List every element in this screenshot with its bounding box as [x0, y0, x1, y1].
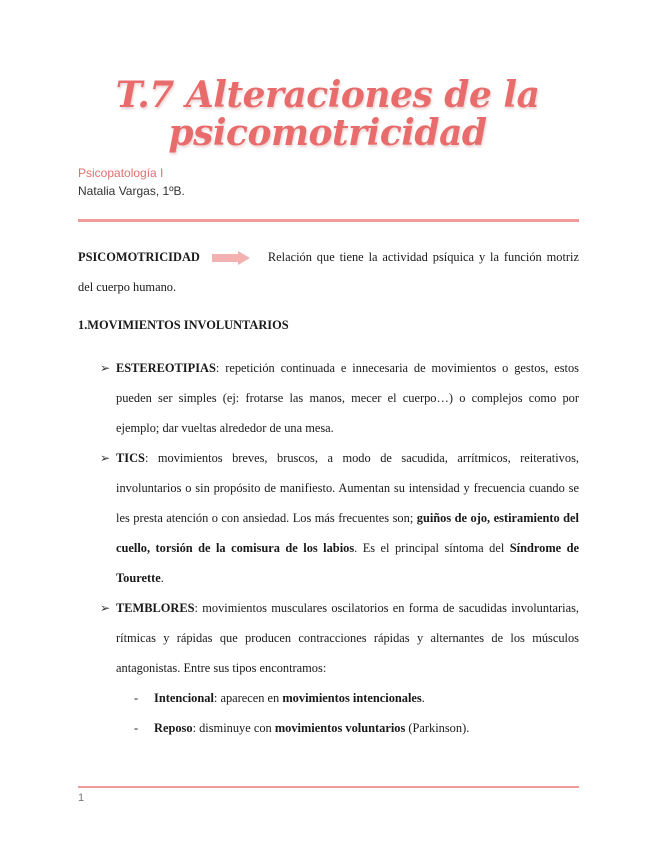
definition-line-2: del cuerpo humano. — [78, 280, 177, 294]
item-text: : repetición continuada e innecesaria de movimientos o gestos, estos pueden ser simples (ej: frotarse las manos, mecer el cuerpo…) o complejos como por ejemplo; dar vueltas alrededor de una mesa. — [116, 361, 579, 435]
item-text: : movimientos musculares oscilatorios en forma de sacudidas involuntarias, rítmicas y rápidas que producen contracciones rápidas y alternantes de los músculos antagonistas. Entre sus tipos encontramos: — [116, 601, 579, 675]
item-lead: TEMBLORES — [116, 601, 195, 615]
author-label: Natalia Vargas, 1ºB. — [78, 184, 185, 198]
sub-item-text: : aparecen en — [213, 691, 283, 705]
sub-item-emphasis: movimientos intencionales — [282, 691, 422, 705]
right-arrow-icon — [212, 251, 250, 265]
sub-item-intencional — [78, 683, 579, 713]
title-line-1: T.7 Alteraciones de la — [115, 74, 540, 116]
definition-block — [78, 242, 579, 302]
dash-bullet: - — [134, 691, 139, 705]
item-lead: TICS — [116, 451, 145, 465]
title-line-2: psicomotricidad — [168, 112, 487, 154]
item-emphasis: Síndrome de Tourette — [116, 541, 579, 585]
sub-item-lead: Intencional — [154, 691, 214, 705]
arrowhead-bullet-icon: ➢ — [100, 451, 111, 465]
item-emphasis: guiños de ojo, estiramiento del cuello, torsión de la comisura de los labios — [116, 511, 579, 555]
subject-label: Psicopatología I — [78, 166, 164, 180]
document-title — [0, 76, 655, 152]
definition-text-1: Relación que tiene la actividad psíquica y la función motriz — [267, 250, 579, 264]
sub-item-lead: Reposo — [154, 721, 193, 735]
sub-item-text: : disminuye con — [192, 721, 275, 735]
item-lead: ESTEREOTIPIAS — [116, 361, 216, 375]
header-divider — [78, 219, 579, 222]
definition-line-1 — [78, 242, 579, 272]
page-number: 1 — [78, 792, 85, 804]
list-item-temblores — [78, 593, 579, 683]
sub-item-emphasis: movimientos voluntarios — [274, 721, 406, 735]
item-text: . — [160, 571, 164, 585]
sub-item-reposo — [78, 713, 579, 743]
sub-item-text: (Parkinson). — [405, 721, 470, 735]
definition-term: PSICOMOTRICIDAD — [78, 250, 200, 264]
item-text: : movimientos breves, bruscos, a modo de sacudida, arrítmicos, reiterativos, involuntarios o sin propósito de manifiesto. Aumentan su intensidad y frecuencia cuando se les presta atención o con ansiedad. Los más frecuentes son; — [116, 451, 579, 525]
sub-item-text: . — [421, 691, 425, 705]
bullet-list — [78, 353, 579, 743]
item-text: . Es el principal síntoma del — [354, 541, 510, 555]
footer-divider — [78, 786, 579, 788]
section-heading: 1.MOVIMIENTOS INVOLUNTARIOS — [78, 318, 289, 332]
arrowhead-bullet-icon: ➢ — [100, 361, 111, 375]
arrowhead-bullet-icon: ➢ — [100, 601, 111, 615]
dash-bullet: - — [134, 721, 139, 735]
sub-list — [78, 683, 579, 743]
list-item-tics — [78, 443, 579, 593]
list-item-estereotipias — [78, 353, 579, 443]
